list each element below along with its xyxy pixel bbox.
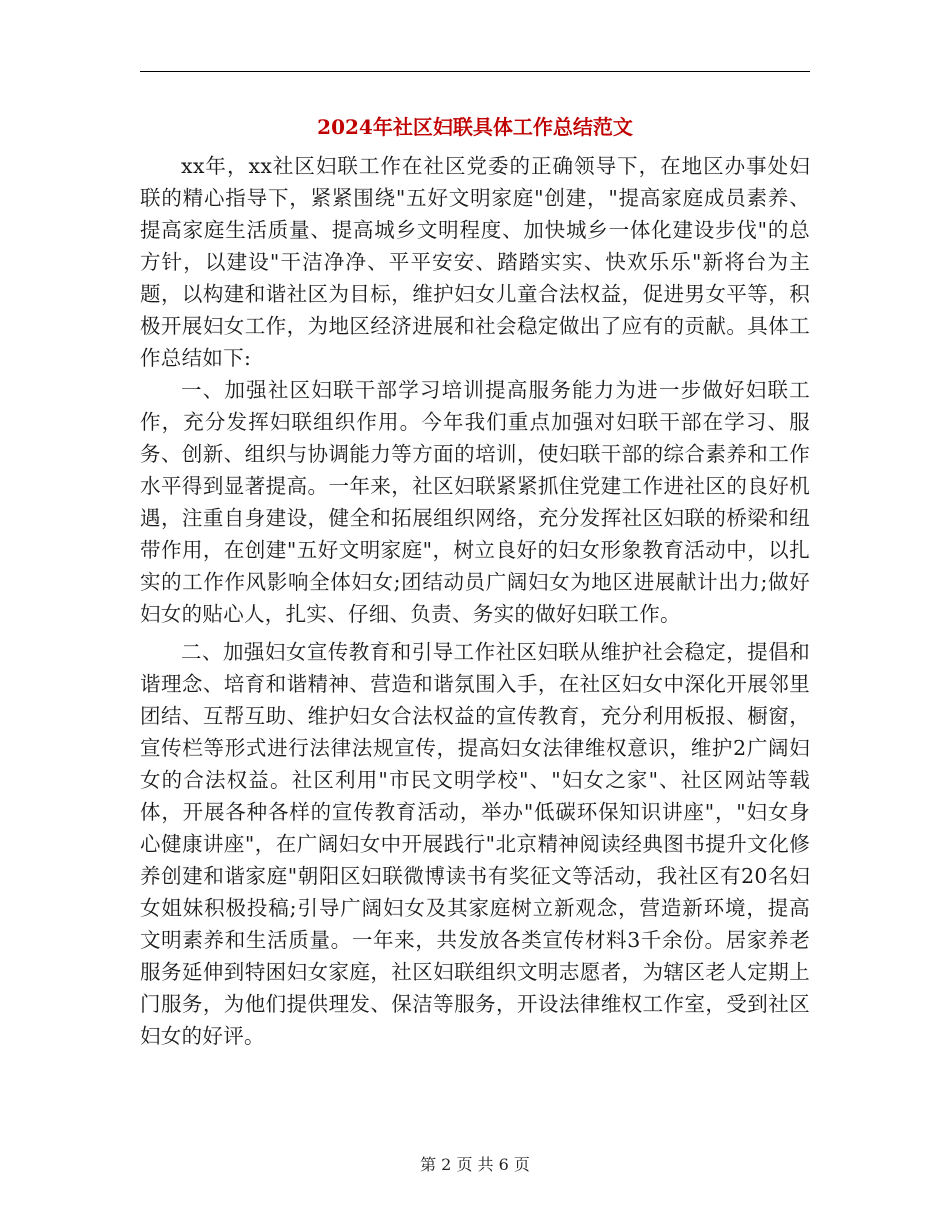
header-rule — [140, 71, 810, 72]
document-title: 2024年社区妇联具体工作总结范文 — [317, 115, 633, 139]
page-number: 第 2 页 共 6 页 — [420, 1155, 530, 1174]
paragraph-intro: xx年，xx社区妇联工作在社区党委的正确领导下，在地区办事处妇联的精心指导下，紧紧围绕"五好文明家庭"创建，"提高家庭成员素养、提高家庭生活质量、提高城乡文明程度、加快城乡一体化建设步伐"的总方针，以建设"干洁净净、平平安安、踏踏实实、快欢乐乐"新将台为主题，以构建和谐社区为目标，维护妇女儿童合法权益，促进男女平等，积极开展妇女工作，为地区经济进展和社会稳定做出了应有的贡献。具体工作总结如下: — [140, 154, 810, 370]
paragraph-section-one: 一、加强社区妇联干部学习培训提高服务能力为进一步做好妇联工作，充分发挥妇联组织作用。今年我们重点加强对妇联干部在学习、服务、创新、组织与协调能力等方面的培训，使妇联干部的综合素养和工作水平得到显著提高。一年来，社区妇联紧紧抓住党建工作进社区的良好机遇，注重自身建设，健全和拓展组织网络，充分发挥社区妇联的桥梁和纽带作用，在创建"五好文明家庭"，树立良好的妇女形象教育活动中，以扎实的工作作风影响全体妇女;团结动员广阔妇女为地区进展献计出力;做好妇女的贴心人，扎实、仔细、负责、务实的做好妇联工作。 — [140, 378, 810, 626]
paragraph-section-two: 二、加强妇女宣传教育和引导工作社区妇联从维护社会稳定，提倡和谐理念、培育和谐精神、营造和谐氛围入手，在社区妇女中深化开展邻里团结、互帮互助、维护妇女合法权益的宣传教育，充分利用板报、橱窗，宣传栏等形式进行法律法规宣传，提高妇女法律维权意识，维护2广阔妇女的合法权益。社区利用"市民文明学校"、"妇女之家"、社区网站等载体，开展各种各样的宣传教育活动，举办"低碳环保知识讲座"，"妇女身心健康讲座"，在广阔妇女中开展践行"北京精神阅读经典图书提升文化修养创建和谐家庭"朝阳区妇联微博读书有奖征文等活动，我社区有20名妇女姐妹积极投稿;引导广阔妇女及其家庭树立新观念，营造新环境，提高文明素养和生活质量。一年来，共发放各类宣传材料3千余份。居家养老服务延伸到特困妇女家庭，社区妇联组织文明志愿者，为辖区老人定期上门服务，为他们提供理发、保洁等服务，开设法律维权工作室，受到社区妇女的好评。 — [140, 640, 810, 1048]
document-body — [140, 150, 810, 1052]
